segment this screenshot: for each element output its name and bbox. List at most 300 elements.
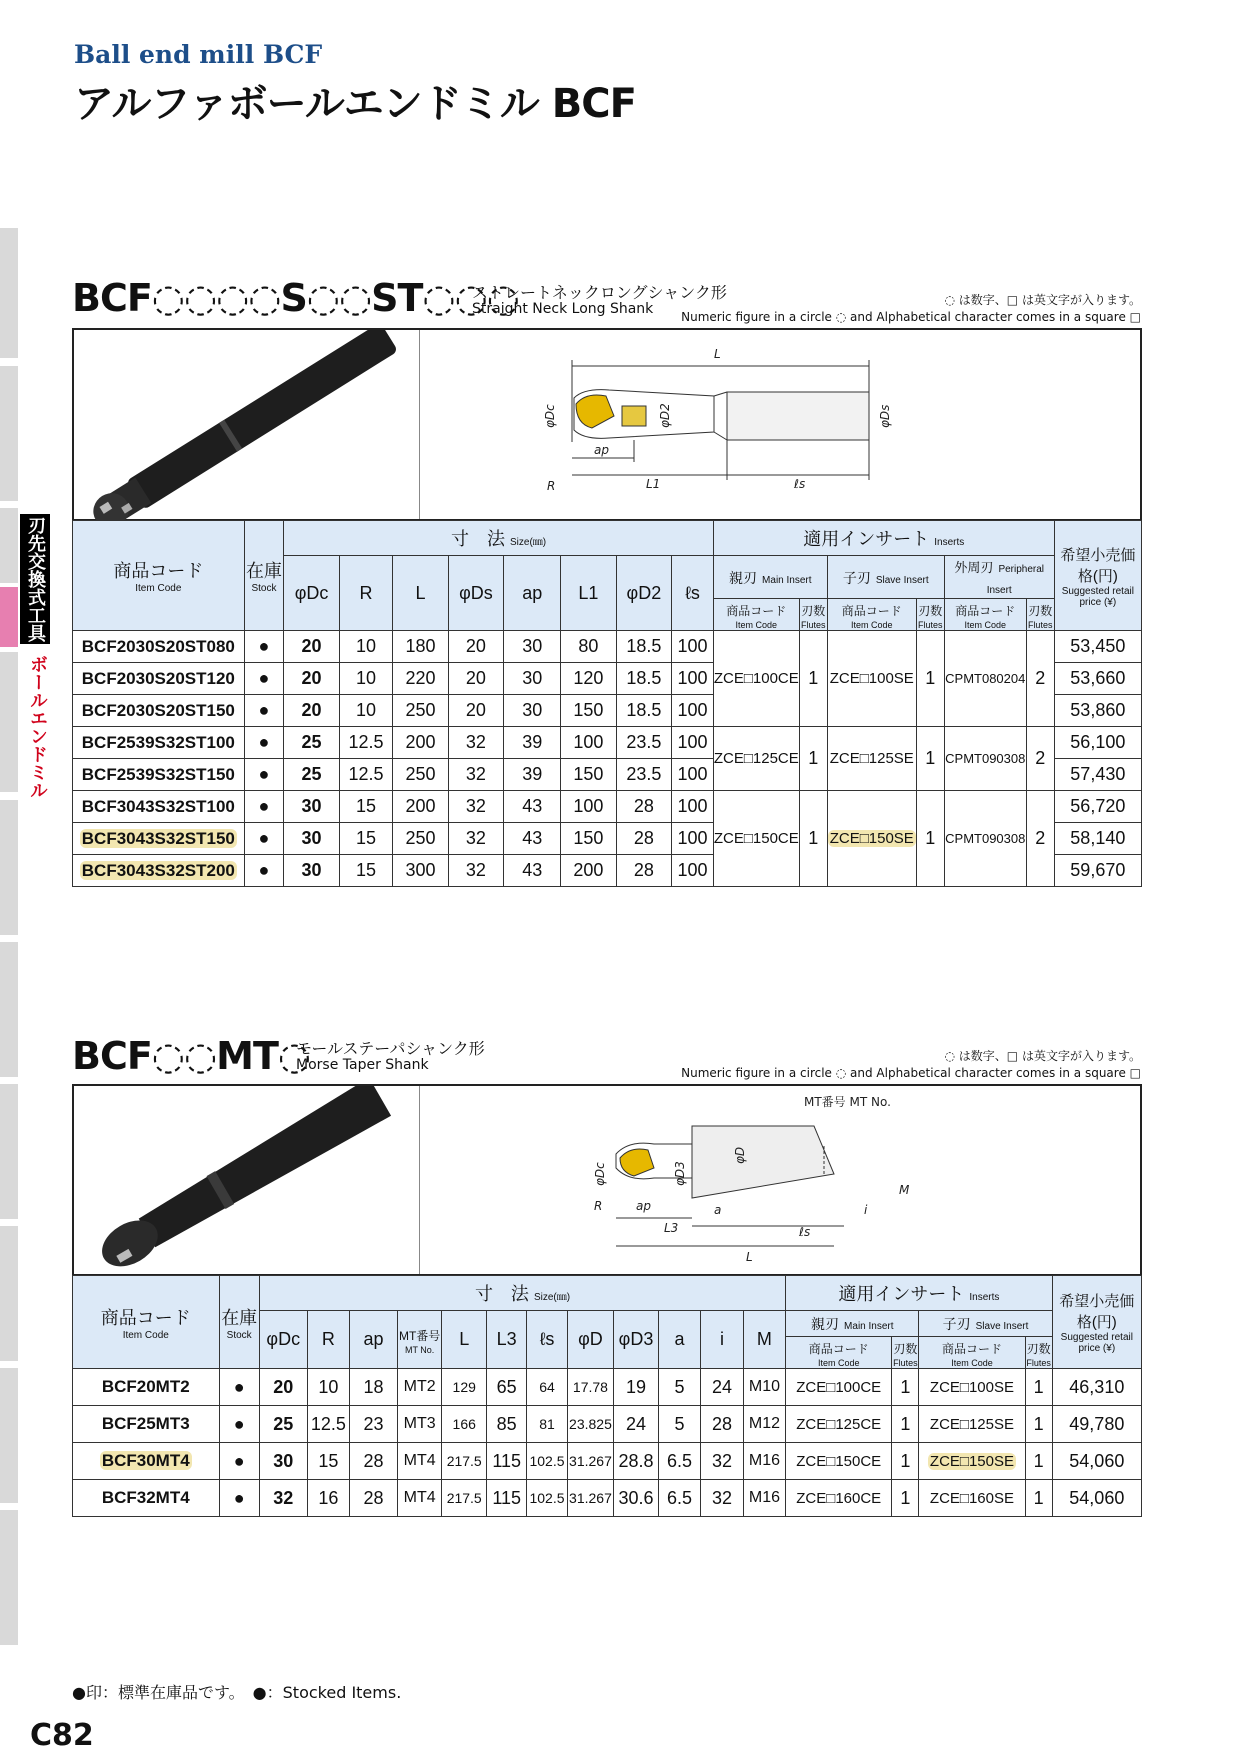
size-r: 16 — [307, 1480, 349, 1517]
size-dc: 30 — [259, 1443, 307, 1480]
price: 56,100 — [1054, 727, 1141, 759]
product-photo — [74, 1086, 420, 1274]
size-l1: 100 — [561, 727, 616, 759]
main-insert-code: ZCE□100CE — [713, 631, 799, 727]
item-code-cell — [73, 631, 245, 663]
stock-indicator: ● — [219, 1369, 259, 1406]
svg-text:L3: L3 — [664, 1221, 679, 1235]
size-r: 10 — [339, 663, 393, 695]
size-l1: 150 — [561, 823, 616, 855]
peripheral-insert-code: CPMT080204 — [944, 631, 1026, 727]
size-d2: 18.5 — [616, 663, 672, 695]
slave-insert-code: ZCE□160SE — [929, 1489, 1015, 1507]
size-r: 10 — [307, 1369, 349, 1406]
header-size: 寸 法 Size(㎜) — [284, 521, 714, 556]
header-insert-code: 商品コード Item Code — [944, 599, 1026, 631]
main-insert-flutes: 1 — [892, 1369, 919, 1406]
stock-indicator: ● — [244, 727, 284, 759]
title-english: Ball end mill BCF — [74, 40, 323, 69]
section2-note — [681, 1048, 1141, 1082]
table-row — [73, 727, 1142, 759]
svg-text:ap: ap — [594, 443, 609, 457]
size-d2: 18.5 — [616, 631, 672, 663]
svg-text:M: M — [899, 1183, 910, 1197]
price: 46,310 — [1052, 1369, 1141, 1406]
svg-text:L1: L1 — [646, 477, 661, 491]
header-slave-insert: 子刃 Slave Insert — [919, 1311, 1052, 1337]
size-d2: 23.5 — [616, 759, 672, 791]
svg-text:φD: φD — [733, 1146, 747, 1164]
stock-indicator: ● — [244, 855, 284, 887]
header-insert-code: 商品コード Item Code — [786, 1337, 892, 1369]
slave-insert-code: ZCE□150SE — [929, 1452, 1015, 1470]
size-dc: 32 — [259, 1480, 307, 1517]
size-i: 32 — [701, 1480, 743, 1517]
header-flutes: 刃数 Flutes — [1026, 599, 1054, 631]
size-ls: 102.5 — [527, 1480, 567, 1517]
size-d: 31.267 — [567, 1480, 614, 1517]
svg-text:φDc: φDc — [593, 1162, 607, 1186]
size-l1: 100 — [561, 791, 616, 823]
svg-text:MT番号 MT No.: MT番号 MT No. — [804, 1095, 891, 1109]
subcategory-label: ボールエンドミル — [27, 655, 48, 799]
size-l3: 115 — [487, 1443, 527, 1480]
header-l: L — [393, 556, 448, 631]
size-l: 217.5 — [442, 1480, 487, 1517]
main-insert-code: ZCE□100CE — [786, 1369, 892, 1406]
stock-indicator: ● — [244, 631, 284, 663]
svg-text:φD2: φD2 — [658, 403, 672, 428]
table-row — [73, 1480, 1142, 1517]
side-tab — [0, 1084, 18, 1219]
side-tab — [0, 1368, 18, 1503]
size-ls: 100 — [672, 759, 714, 791]
stock-indicator: ● — [219, 1480, 259, 1517]
price: 53,860 — [1054, 695, 1141, 727]
product-photo — [74, 330, 420, 519]
size-ls: 64 — [527, 1369, 567, 1406]
size-l: 129 — [442, 1369, 487, 1406]
main-insert-code: ZCE□150CE — [713, 791, 799, 887]
peripheral-insert-code: CPMT090308 — [944, 727, 1026, 791]
main-insert-flutes: 1 — [892, 1443, 919, 1480]
size-l: 250 — [393, 695, 448, 727]
price: 53,450 — [1054, 631, 1141, 663]
size-r: 10 — [339, 695, 393, 727]
title-japanese: アルファボールエンドミル BCF — [74, 81, 636, 127]
size-r: 12.5 — [339, 727, 393, 759]
size-mt: MT3 — [397, 1406, 442, 1443]
size-ap: 28 — [350, 1480, 398, 1517]
item-code-cell — [73, 1480, 220, 1517]
slave-insert-code: ZCE□150SE — [829, 830, 914, 847]
stock-indicator: ● — [244, 823, 284, 855]
slave-insert-code: ZCE□100SE — [929, 1378, 1015, 1396]
slave-insert-code-cell — [827, 727, 916, 791]
size-ap: 30 — [504, 695, 561, 727]
svg-text:R: R — [594, 1199, 603, 1213]
size-dc: 20 — [284, 631, 339, 663]
size-dc: 20 — [284, 663, 339, 695]
size-l: 166 — [442, 1406, 487, 1443]
slave-insert-flutes: 1 — [1025, 1443, 1052, 1480]
header-flutes: 刃数 Flutes — [1025, 1337, 1052, 1369]
slave-insert-code: ZCE□100SE — [829, 670, 914, 687]
size-ap: 28 — [350, 1443, 398, 1480]
item-code: BCF2030S20ST150 — [81, 700, 235, 720]
peripheral-insert-code: CPMT090308 — [944, 791, 1026, 887]
item-code: BCF25MT3 — [101, 1414, 190, 1433]
price: 54,060 — [1052, 1480, 1141, 1517]
header-main-insert: 親刃 Main Insert — [786, 1311, 919, 1337]
item-code: BCF3043S32ST100 — [81, 796, 235, 816]
slave-insert-code-cell — [827, 791, 916, 887]
size-d2: 28 — [616, 823, 672, 855]
size-dc: 25 — [284, 759, 339, 791]
size-ds: 32 — [448, 823, 503, 855]
header-price: 希望小売価格(円) Suggested retail price (¥) — [1054, 521, 1141, 631]
size-l: 220 — [393, 663, 448, 695]
price: 58,140 — [1054, 823, 1141, 855]
price: 57,430 — [1054, 759, 1141, 791]
header-flutes: 刃数 Flutes — [799, 599, 827, 631]
stock-indicator: ● — [219, 1443, 259, 1480]
svg-text:ap: ap — [636, 1199, 651, 1213]
size-a: 5 — [658, 1406, 700, 1443]
size-a: 6.5 — [658, 1480, 700, 1517]
size-r: 10 — [339, 631, 393, 663]
size-l1: 80 — [561, 631, 616, 663]
side-tab — [0, 228, 18, 358]
size-ds: 32 — [448, 855, 503, 887]
svg-text:L: L — [746, 1250, 753, 1264]
size-d2: 28 — [616, 791, 672, 823]
page-number: C82 — [30, 1718, 94, 1753]
section1-note — [681, 292, 1141, 326]
size-ds: 20 — [448, 663, 503, 695]
section1-heading: BCF◌◌◌◌S◌◌ST◌◌◌ — [72, 276, 519, 320]
size-i: 28 — [701, 1406, 743, 1443]
header-flutes: 刃数 Flutes — [892, 1337, 919, 1369]
stock-indicator: ● — [244, 759, 284, 791]
size-m: M16 — [743, 1480, 785, 1517]
header-l: L — [442, 1311, 487, 1369]
slave-insert-code: ZCE□125SE — [829, 750, 914, 767]
peripheral-insert-flutes: 2 — [1026, 631, 1054, 727]
main-insert-code: ZCE□160CE — [786, 1480, 892, 1517]
svg-text:a: a — [714, 1203, 722, 1217]
header-dc: φDc — [259, 1311, 307, 1369]
slave-insert-code-cell — [919, 1406, 1025, 1443]
header-insert-code: 商品コード Item Code — [919, 1337, 1025, 1369]
price: 54,060 — [1052, 1443, 1141, 1480]
section2-figure — [72, 1084, 1142, 1276]
item-code-cell — [73, 727, 245, 759]
item-code-cell — [73, 663, 245, 695]
price: 49,780 — [1052, 1406, 1141, 1443]
size-r: 15 — [307, 1443, 349, 1480]
size-ds: 32 — [448, 791, 503, 823]
header-inserts: 適用インサート Inserts — [713, 521, 1054, 556]
slave-insert-code-cell — [919, 1480, 1025, 1517]
slave-insert-code-cell — [919, 1369, 1025, 1406]
price: 56,720 — [1054, 791, 1141, 823]
header-stock: 在庫 Stock — [244, 521, 284, 631]
size-r: 12.5 — [307, 1406, 349, 1443]
size-ap: 43 — [504, 791, 561, 823]
stock-indicator: ● — [244, 695, 284, 727]
item-code: BCF2030S20ST080 — [81, 636, 235, 656]
stock-indicator: ● — [219, 1406, 259, 1443]
note-en: Numeric figure in a circle ◌ and Alphabetical character comes in a square □ — [681, 1066, 1141, 1080]
size-l3: 85 — [487, 1406, 527, 1443]
size-ls: 100 — [672, 791, 714, 823]
size-dc: 25 — [259, 1406, 307, 1443]
slave-insert-flutes: 1 — [916, 791, 944, 887]
size-ap: 23 — [350, 1406, 398, 1443]
item-code: BCF20MT2 — [101, 1377, 190, 1396]
header-flutes: 刃数 Flutes — [916, 599, 944, 631]
header-ls: ℓs — [527, 1311, 567, 1369]
size-m: M16 — [743, 1443, 785, 1480]
table-row — [73, 791, 1142, 823]
section2-subtitle — [296, 1040, 485, 1074]
size-l1: 120 — [561, 663, 616, 695]
header-d3: φD3 — [614, 1311, 659, 1369]
item-code-cell — [73, 1443, 220, 1480]
svg-text:R: R — [547, 479, 556, 493]
header-peripheral-insert: 外周刃 Peripheral Insert — [944, 556, 1054, 599]
stock-indicator: ● — [244, 663, 284, 695]
main-insert-flutes: 1 — [799, 631, 827, 727]
size-dc: 20 — [259, 1369, 307, 1406]
side-tab — [0, 942, 18, 1077]
size-m: M10 — [743, 1369, 785, 1406]
section2-subtitle-jp: モールステーパシャンク形 — [296, 1039, 485, 1058]
section1-subtitle-en: Straight Neck Long Shank — [472, 301, 654, 317]
header-ls: ℓs — [672, 556, 714, 631]
header-insert-code: 商品コード Item Code — [713, 599, 799, 631]
side-tab — [0, 366, 18, 501]
size-ap: 39 — [504, 759, 561, 791]
size-l: 200 — [393, 791, 448, 823]
item-code: BCF2030S20ST120 — [81, 668, 235, 688]
item-code-cell — [73, 791, 245, 823]
slave-insert-code-cell — [827, 631, 916, 727]
main-insert-flutes: 1 — [799, 727, 827, 791]
size-d2: 23.5 — [616, 727, 672, 759]
header-item-code: 商品コード Item Code — [73, 521, 245, 631]
peripheral-insert-flutes: 2 — [1026, 791, 1054, 887]
size-mt: MT2 — [397, 1369, 442, 1406]
size-l1: 150 — [561, 695, 616, 727]
price: 59,670 — [1054, 855, 1141, 887]
category-label: 刃先交換式工具 — [20, 514, 50, 644]
section1-figure — [72, 328, 1142, 521]
header-d2: φD2 — [616, 556, 672, 631]
side-tab — [0, 800, 18, 935]
price: 53,660 — [1054, 663, 1141, 695]
section2-heading: BCF◌◌MT◌ — [72, 1034, 311, 1078]
header-r: R — [339, 556, 393, 631]
item-code: BCF30MT4 — [101, 1451, 190, 1470]
size-r: 12.5 — [339, 759, 393, 791]
size-i: 32 — [701, 1443, 743, 1480]
size-a: 5 — [658, 1369, 700, 1406]
size-d: 23.825 — [567, 1406, 614, 1443]
size-dc: 20 — [284, 695, 339, 727]
header-r: R — [307, 1311, 349, 1369]
note-jp: ◌ は数字、□ は英文字が入ります。 — [944, 293, 1141, 307]
side-tab — [0, 1510, 18, 1645]
size-d3: 19 — [614, 1369, 659, 1406]
size-a: 6.5 — [658, 1443, 700, 1480]
header-mt: MT番号 MT No. — [397, 1311, 442, 1369]
size-ls: 100 — [672, 823, 714, 855]
size-l3: 115 — [487, 1480, 527, 1517]
header-l1: L1 — [561, 556, 616, 631]
header-item-code: 商品コード Item Code — [73, 1276, 220, 1369]
item-code: BCF32MT4 — [101, 1488, 190, 1507]
dimension-drawing — [514, 330, 1054, 520]
section2-subtitle-en: Morse Taper Shank — [296, 1057, 429, 1073]
size-d: 31.267 — [567, 1443, 614, 1480]
header-d: φD — [567, 1311, 614, 1369]
size-l: 180 — [393, 631, 448, 663]
size-ap: 30 — [504, 663, 561, 695]
size-ls: 100 — [672, 663, 714, 695]
svg-text:φDc: φDc — [543, 404, 557, 428]
item-code: BCF3043S32ST200 — [81, 860, 235, 880]
item-code-cell — [73, 1369, 220, 1406]
item-code: BCF2539S32ST150 — [81, 764, 235, 784]
size-ls: 100 — [672, 855, 714, 887]
svg-text:ℓs: ℓs — [794, 477, 806, 491]
header-stock: 在庫 Stock — [219, 1276, 259, 1369]
section1-table — [72, 520, 1142, 887]
size-ap: 18 — [350, 1369, 398, 1406]
size-ls: 102.5 — [527, 1443, 567, 1480]
table-row — [73, 1369, 1142, 1406]
size-d3: 24 — [614, 1406, 659, 1443]
main-insert-flutes: 1 — [892, 1406, 919, 1443]
table-row — [73, 1443, 1142, 1480]
header-l3: L3 — [487, 1311, 527, 1369]
header-ap: ap — [504, 556, 561, 631]
size-l: 300 — [393, 855, 448, 887]
size-d3: 30.6 — [614, 1480, 659, 1517]
peripheral-insert-flutes: 2 — [1026, 727, 1054, 791]
size-ap: 30 — [504, 631, 561, 663]
item-code-cell — [73, 823, 245, 855]
side-tab — [0, 508, 18, 583]
header-ds: φDs — [448, 556, 503, 631]
slave-insert-flutes: 1 — [916, 631, 944, 727]
header-size: 寸 法 Size(㎜) — [259, 1276, 785, 1311]
size-dc: 30 — [284, 791, 339, 823]
note-jp: ◌ は数字、□ は英文字が入ります。 — [944, 1049, 1141, 1063]
table-row — [73, 1406, 1142, 1443]
slave-insert-code-cell — [919, 1443, 1025, 1480]
dimension-drawing — [574, 1086, 994, 1276]
note-en: Numeric figure in a circle ◌ and Alphabetical character comes in a square □ — [681, 310, 1141, 324]
header-price: 希望小売価格(円) Suggested retail price (¥) — [1052, 1276, 1141, 1369]
footer-note: ●印：標準在庫品です。 ●：Stocked Items. — [72, 1683, 402, 1702]
side-tab — [0, 1226, 18, 1361]
header-a: a — [658, 1311, 700, 1369]
svg-text:L: L — [714, 347, 721, 361]
size-l3: 65 — [487, 1369, 527, 1406]
side-tab — [0, 652, 18, 792]
item-code: BCF2539S32ST100 — [81, 732, 235, 752]
item-code-cell — [73, 695, 245, 727]
size-ap: 43 — [504, 823, 561, 855]
size-l1: 150 — [561, 759, 616, 791]
svg-text:i: i — [864, 1203, 868, 1217]
size-ls: 100 — [672, 695, 714, 727]
item-code-cell — [73, 1406, 220, 1443]
size-ls: 100 — [672, 727, 714, 759]
header-insert-code: 商品コード Item Code — [827, 599, 916, 631]
section1-subtitle-jp: ストレートネックロングシャンク形 — [472, 283, 727, 302]
slave-insert-flutes: 1 — [916, 727, 944, 791]
size-d2: 18.5 — [616, 695, 672, 727]
header-slave-insert: 子刃 Slave Insert — [827, 556, 944, 599]
main-insert-code: ZCE□125CE — [713, 727, 799, 791]
size-r: 15 — [339, 791, 393, 823]
header-main-insert: 親刃 Main Insert — [713, 556, 827, 599]
main-insert-flutes: 1 — [892, 1480, 919, 1517]
main-insert-code: ZCE□125CE — [786, 1406, 892, 1443]
size-l: 200 — [393, 727, 448, 759]
size-r: 15 — [339, 855, 393, 887]
size-r: 15 — [339, 823, 393, 855]
size-d3: 28.8 — [614, 1443, 659, 1480]
size-ap: 43 — [504, 855, 561, 887]
slave-insert-flutes: 1 — [1025, 1406, 1052, 1443]
header-m: M — [743, 1311, 785, 1369]
size-dc: 30 — [284, 823, 339, 855]
side-tab-active — [0, 587, 18, 647]
stock-indicator: ● — [244, 791, 284, 823]
size-l: 250 — [393, 823, 448, 855]
size-d2: 28 — [616, 855, 672, 887]
size-ls: 100 — [672, 631, 714, 663]
size-d: 17.78 — [567, 1369, 614, 1406]
size-l1: 200 — [561, 855, 616, 887]
slave-insert-flutes: 1 — [1025, 1369, 1052, 1406]
size-ds: 20 — [448, 695, 503, 727]
svg-text:φDs: φDs — [878, 404, 892, 428]
size-mt: MT4 — [397, 1480, 442, 1517]
main-insert-flutes: 1 — [799, 791, 827, 887]
section2-table — [72, 1275, 1142, 1517]
header-dc: φDc — [284, 556, 339, 631]
table-row — [73, 631, 1142, 663]
size-l: 250 — [393, 759, 448, 791]
slave-insert-code: ZCE□125SE — [929, 1415, 1015, 1433]
size-m: M12 — [743, 1406, 785, 1443]
header-i: i — [701, 1311, 743, 1369]
item-code-cell — [73, 759, 245, 791]
size-ap: 39 — [504, 727, 561, 759]
size-ls: 81 — [527, 1406, 567, 1443]
size-ds: 20 — [448, 631, 503, 663]
size-l: 217.5 — [442, 1443, 487, 1480]
size-dc: 25 — [284, 727, 339, 759]
size-ds: 32 — [448, 759, 503, 791]
slave-insert-flutes: 1 — [1025, 1480, 1052, 1517]
